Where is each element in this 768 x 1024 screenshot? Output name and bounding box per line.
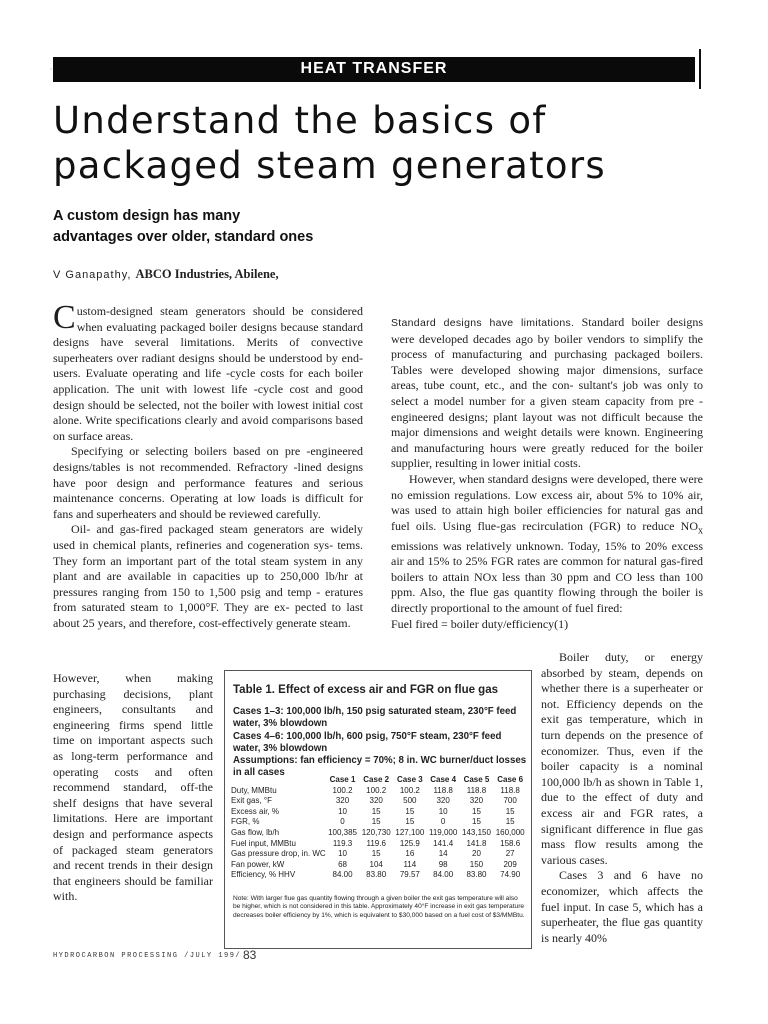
left-paragraph-3: Oil- and gas-fired packaged steam generators are widely used in chemical plants, refineries and cogeneration sys- tems. They form an important part of the total steam system in any plant and are available in capacities up to 250,000 lb/hr at pressures ranging from 150 to 1,500 psig and temp - eratures from saturated steam to 1,000°F. They are ex- pected to last about 25 years, and therefore, cost-effectively generate steam. — [53, 522, 363, 630]
table-1 — [224, 670, 532, 949]
table-cell: 84.00 — [433, 870, 454, 880]
table-cell: 119.6 — [366, 838, 386, 848]
author-name: V Ganapathy, — [53, 269, 136, 281]
table-row — [231, 860, 527, 871]
table-cell: 500 — [403, 796, 417, 806]
table-cell: 83.80 — [366, 870, 387, 880]
table-cell: 10 — [338, 806, 347, 816]
table-cell: 15 — [472, 817, 481, 827]
table-cell: 141.8 — [466, 838, 487, 848]
right-paragraph-1: Standard designs have limitations. Standard boiler designs were developed decades ago by boiler vendors to simplify the process of manufacturing and purchasing packaged boilers. Tables were developed showing major dimensions, surface areas, tube count, etc., and the con- sultant's job was only to select a model number for a given steam capacity from pre -engineered designs; plant layout was not difficult because the major dimensions and weight details were known. Engineering and manufacturing hours were greatly reduced for the boiler supplier, resulting in lower initial costs. — [391, 315, 703, 471]
table-cell: 700 — [503, 796, 517, 806]
table-header-cell: Case 3 — [396, 775, 423, 784]
table-cell: 114 — [403, 859, 417, 869]
table-cell: 320 — [335, 796, 350, 806]
table-row — [231, 870, 527, 881]
table-header-cell: Case 4 — [430, 775, 457, 784]
table-note-1: Cases 1–3: 100,000 lb/h, 150 psig saturated steam, 230°F feed water, 3% blowdown — [233, 706, 517, 730]
table-cell: 79.57 — [399, 870, 420, 880]
table-cell: 320 — [369, 796, 383, 806]
drop-cap: C — [53, 299, 76, 336]
table-note-3: Assumptions: fan efficiency = 70%; 8 in. WC burner/duct losses in all cases — [233, 755, 527, 779]
corner-mark: ▪ — [50, 65, 53, 73]
section-label: HEAT TRANSFER — [300, 60, 448, 77]
table-cell: 15 — [505, 806, 515, 816]
table-row-label: Exit gas, °F — [231, 796, 272, 806]
table-row — [231, 796, 527, 807]
table-row-label: Fan power, kW — [231, 859, 285, 869]
table-cell: 0 — [440, 817, 446, 827]
table-row — [231, 817, 527, 828]
left-paragraph-4: However, when making purchasing decisions, plant engineers, consultants and engineering firms spend little time on important aspects such as long-term performance and operating costs and often recommend standard, off-the shelf designs that have several limitations. Here are important design and performance aspects of packaged steam generators and recent trends in their design that engineers should be familiar with. — [53, 671, 213, 904]
table-cell: 125.9 — [399, 838, 420, 848]
table-cell: 15 — [405, 806, 415, 816]
equation-1: Fuel fired = boiler duty/efficiency(1) — [391, 616, 569, 631]
table-cell: 150 — [469, 859, 484, 869]
table-row-label: Gas pressure drop, in. WC — [231, 849, 326, 859]
table-cell: 20 — [472, 849, 481, 859]
right-paragraph-1-lead: Standard designs have limitations. — [391, 317, 575, 329]
table-cell: 15 — [405, 817, 415, 827]
table-cell: 120,730 — [361, 827, 391, 837]
journal-footer: HYDROCARBON PROCESSING /JULY 199/ — [53, 952, 242, 960]
table-row — [231, 839, 527, 850]
table-title: Table 1. Effect of excess air and FGR on flue gas — [233, 684, 498, 696]
table-cell: 16 — [405, 849, 415, 859]
table-row — [231, 807, 527, 818]
page-number: 83 — [243, 948, 257, 962]
subtitle-line-2: advantages over older, standard ones — [53, 229, 314, 245]
table-cell: 100.2 — [366, 785, 387, 795]
table-cell: 27 — [505, 849, 515, 859]
table-row — [231, 849, 527, 860]
table-cell: 0 — [340, 817, 345, 827]
table-cell: 83.80 — [466, 870, 487, 880]
table-cell: 119,000 — [428, 827, 458, 837]
table-cell: 320 — [469, 796, 484, 806]
table-cell: 118.8 — [466, 785, 487, 795]
table-row-label: Duty, MMBtu — [231, 785, 277, 795]
table-cell: 68 — [338, 859, 347, 869]
table-row — [231, 786, 527, 797]
table-footnote: Note: With larger flue gas quantity flowing through a given boiler the exit gas temperature will also be higher, which is not considered in this table. Approximately 40°F increase in exit gas temperature decreases boiler efficiency by 1%, which is equivalent to $30,000 based on a fuel cost of $3/MMBtu. — [233, 895, 525, 919]
table-header-cell: Case 1 — [329, 775, 356, 784]
table-cell: 119.3 — [332, 838, 353, 848]
table-cell: 100.2 — [399, 785, 420, 795]
table-cell: 320 — [436, 796, 450, 806]
table-cell: 15 — [371, 806, 381, 816]
left-narrow-column — [53, 671, 213, 905]
table-row-label: Efficiency, % HHV — [231, 870, 296, 880]
left-column — [53, 299, 363, 631]
table-cell: 104 — [369, 859, 383, 869]
title-line-2: packaged steam generators — [53, 144, 606, 187]
table-cell: 15 — [505, 817, 515, 827]
table-cell: 14 — [438, 849, 448, 859]
table-cell: 160,000 — [495, 827, 525, 837]
table-cell: 98 — [438, 859, 448, 869]
table-cell: 10 — [338, 849, 347, 859]
table-cell: 143,150 — [462, 827, 491, 837]
table-cell: 10 — [438, 806, 448, 816]
author-affiliation: ABCO Industries, Abilene, — [135, 267, 279, 281]
table-row-label: Excess air, % — [231, 806, 280, 816]
table-cell: 15 — [371, 817, 381, 827]
table-header-cell: Case 5 — [463, 775, 490, 784]
table-data — [231, 775, 527, 881]
table-cell: 118.8 — [433, 785, 453, 795]
table-header-cell: Case 2 — [363, 775, 390, 784]
table-cell: 209 — [503, 859, 517, 869]
left-paragraph-2: Specifying or selecting boilers based on pre -engineered designs/tables is not recommended. Refractory -lined designs have poor design and performance features and serious maintenance concerns. Operating at low loads is difficult for fans and superheaters and should be reviewed carefully. — [53, 444, 363, 521]
table-row-label: FGR, % — [231, 817, 260, 827]
table-row-label: Gas flow, lb/h — [231, 827, 280, 837]
right-paragraph-4: Cases 3 and 6 have no economizer, which affects the fuel input. In case 5, which has a superheater, the flue gas quantity is nearly 40% — [541, 868, 703, 945]
table-cell: 141.4 — [433, 838, 454, 848]
byline — [53, 267, 279, 282]
table-note-2: Cases 4–6: 100,000 lb/h, 600 psig, 750°F steam, 230°F feed water, 3% blowdown — [233, 730, 502, 754]
table-header-cell: Case 6 — [497, 775, 524, 784]
right-paragraph-2: However, when standard designs were developed, there were no emission regulations. Low excess air, about 5% to 10% air, was used to attain high boiler efficiencies for natural gas and fuel oils. Using flue-gas recirculation (FGR) to reduce $NO_x$ emissions was relatively unknown. Today, 15% to 20% excess air and 15% to 25% FGR rates are common for natural gas-fired boilers to attain NOx less than 30 ppm and CO less than 100 ppm. Also, the flue gas quantity flowing through the boiler is directly proportional to the amount of fuel fired: — [391, 471, 703, 616]
article-title — [53, 98, 733, 188]
table-cell: 118.8 — [500, 785, 520, 795]
table-notes — [233, 706, 528, 780]
table-cell: 100,385 — [328, 827, 357, 837]
vertical-rule — [699, 49, 701, 89]
table-cell: 158.6 — [500, 838, 521, 848]
title-line-1: Understand the basics of — [53, 99, 547, 142]
right-narrow-column — [541, 650, 703, 946]
table-row-label: Fuel input, MMBtu — [231, 838, 296, 848]
table-cell: 15 — [472, 806, 481, 816]
right-paragraph-3: Boiler duty, or energy absorbed by steam, depends on whether there is a superheater or not. Efficiency depends on the exit gas temperature, which in turn depends on the presence of economizer. Thus, even if the boiler capacity is a nominal 100,000 lb/h as shown in Table 1, due to the effect of duty and excess air and FGR rates, a significant difference in flue gas mass flow results among the various cases. — [541, 650, 703, 867]
table-cell: 74.90 — [500, 870, 521, 880]
table-body — [231, 786, 527, 881]
left-paragraph-1: Custom-designed steam generators should be considered when evaluating packaged boiler designs because standard designs have several limitations. Merits of convective superheaters over radiant designs should be understood by end-users. Evaluate operating and life -cycle costs for each boiler application. The unit with lowest life -cycle cost and good design should be selected, not the boiler with lowest initial cost alone. Write specifications clearly and avoid comparisons based on surface areas. — [53, 299, 363, 443]
table-cell: 100.2 — [332, 785, 353, 795]
section-band — [53, 57, 695, 82]
subtitle-line-1: A custom design has many — [53, 208, 241, 224]
table-cell: 127,100 — [395, 827, 425, 837]
table-header-blank — [231, 775, 326, 786]
table-header-row — [231, 775, 527, 786]
right-column — [391, 315, 703, 632]
article-subtitle — [53, 206, 453, 248]
table-row — [231, 828, 527, 839]
table-cell: 15 — [371, 849, 381, 859]
table-cell: 84.00 — [332, 870, 353, 880]
